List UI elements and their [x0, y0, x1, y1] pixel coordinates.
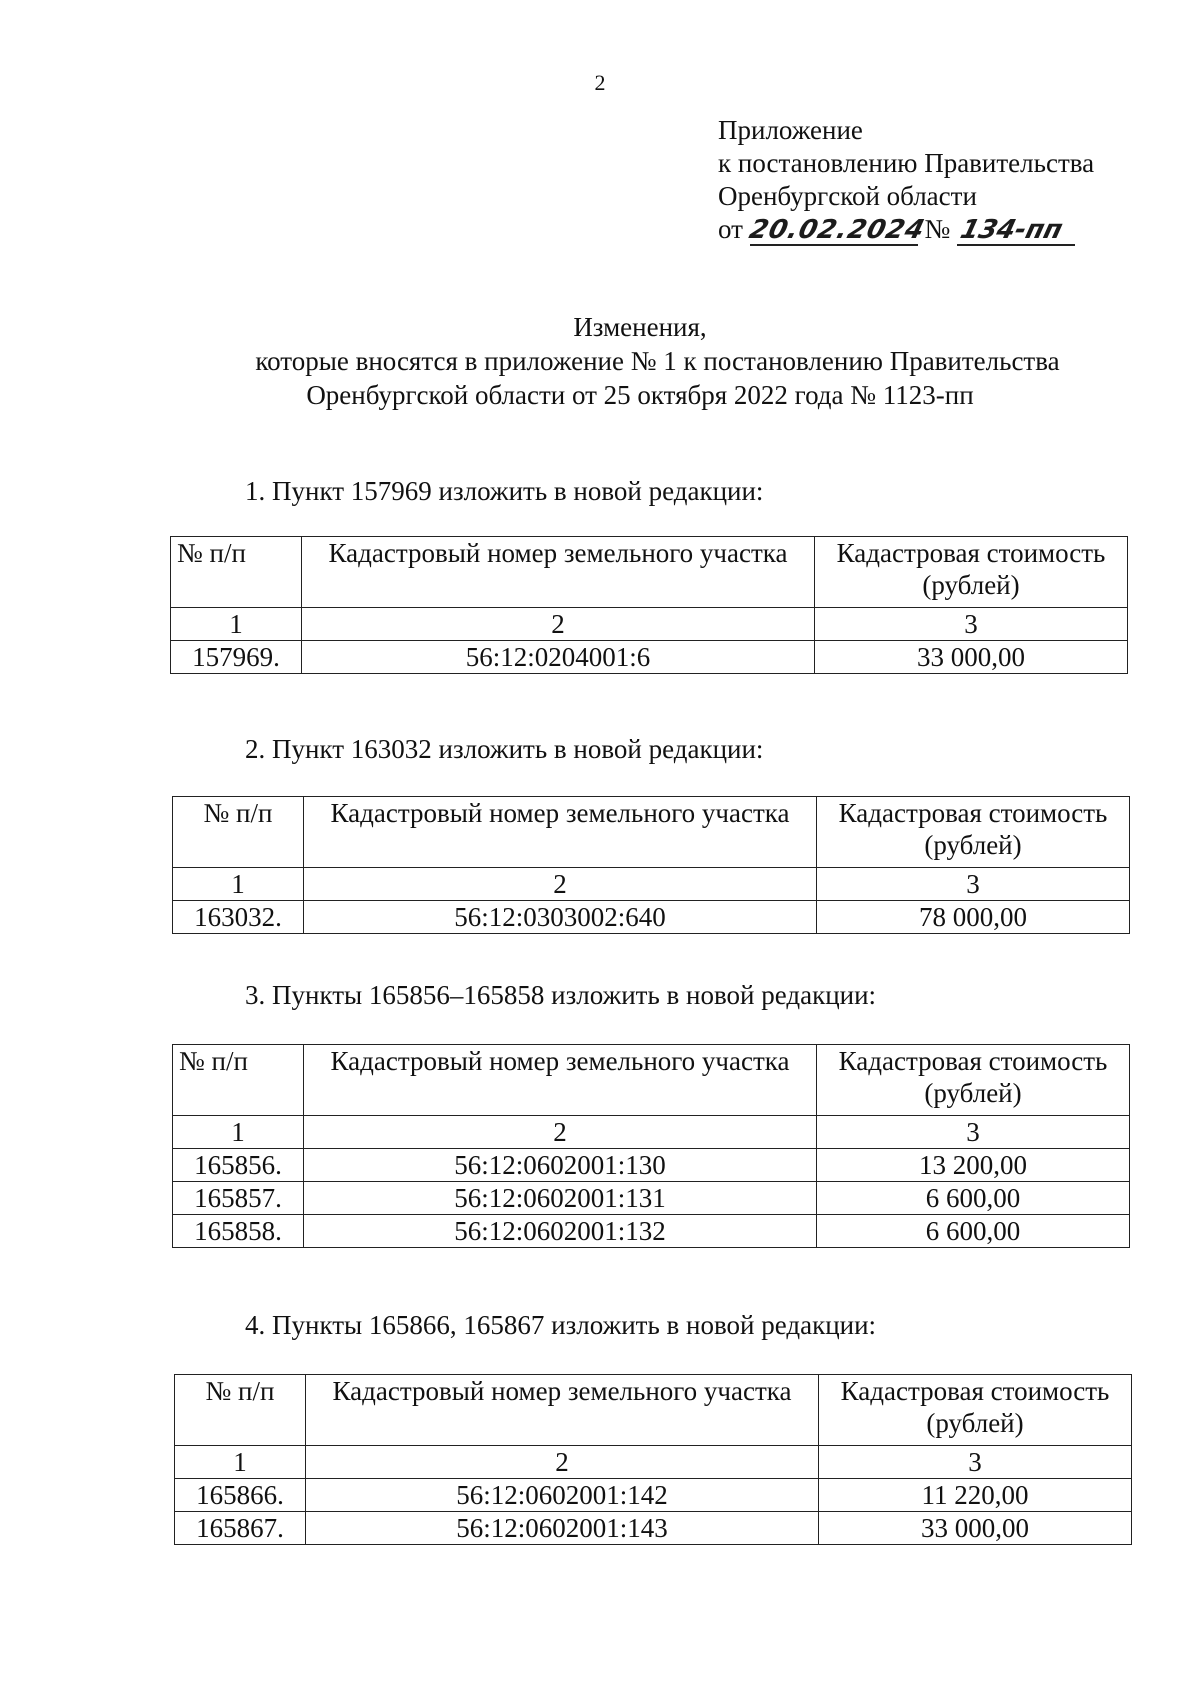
section-2-heading: 2. Пункт 163032 изложить в новой редакции:: [245, 734, 764, 764]
header-num: № п/п: [175, 1375, 306, 1446]
table-header-row: [171, 537, 1128, 608]
appendix-line-3: Оренбургской области: [718, 181, 977, 211]
handwritten-number: 134-пп: [957, 215, 1066, 245]
header-num: № п/п: [173, 797, 304, 868]
table-row: 165867. 56:12:0602001:143 33 000,00: [175, 1512, 1132, 1545]
appendix-block: [718, 114, 1094, 246]
table-row: 165858. 56:12:0602001:132 6 600,00: [173, 1215, 1130, 1248]
header-num: № п/п: [171, 537, 302, 608]
appendix-line-1: Приложение: [718, 115, 863, 145]
table-row: 165866. 56:12:0602001:142 11 220,00: [175, 1479, 1132, 1512]
date-prefix: от: [718, 214, 743, 244]
handwritten-date: 20.02.2024: [745, 215, 928, 245]
section-1-table: [170, 536, 1128, 674]
table-row: 165856. 56:12:0602001:130 13 200,00: [173, 1149, 1130, 1182]
header-value: Кадастровая стоимость (рублей): [817, 1045, 1130, 1116]
section-2-table: [172, 796, 1130, 934]
header-value: Кадастровая стоимость (рублей): [815, 537, 1128, 608]
section-3-table: [172, 1044, 1130, 1248]
table-index-row: 1 2 3: [173, 868, 1130, 901]
section-4-table: [174, 1374, 1132, 1545]
table-index-row: 1 2 3: [175, 1446, 1132, 1479]
header-value: Кадастровая стоимость (рублей): [819, 1375, 1132, 1446]
table-header-row: [175, 1375, 1132, 1446]
table-row: 157969. 56:12:0204001:6 33 000,00: [171, 641, 1128, 674]
header-cadastral: Кадастровый номер земельного участка: [302, 537, 815, 608]
table-index-row: 1 2 3: [171, 608, 1128, 641]
header-num: № п/п: [173, 1045, 304, 1116]
title-line-1: Изменения,: [573, 312, 707, 342]
number-field: [957, 215, 1075, 246]
document-title: [0, 310, 1200, 412]
section-3-heading: 3. Пункты 165856–165858 изложить в новой редакции:: [245, 980, 877, 1010]
table-row: 165857. 56:12:0602001:131 6 600,00: [173, 1182, 1130, 1215]
title-line-3: Оренбургской области от 25 октября 2022 года № 1123-пп: [306, 380, 974, 410]
header-value: Кадастровая стоимость (рублей): [817, 797, 1130, 868]
appendix-date-line: [718, 213, 1094, 246]
page-number: 2: [594, 70, 606, 95]
header-cadastral: Кадастровый номер земельного участка: [304, 797, 817, 868]
section-4-heading: 4. Пункты 165866, 165867 изложить в новой редакции:: [245, 1310, 877, 1340]
title-line-2: которые вносятся в приложение № 1 к постановлению Правительства: [255, 346, 1060, 376]
table-header-row: [173, 1045, 1130, 1116]
appendix-line-2: к постановлению Правительства: [718, 148, 1095, 178]
table-index-row: 1 2 3: [173, 1116, 1130, 1149]
header-cadastral: Кадастровый номер земельного участка: [306, 1375, 819, 1446]
number-prefix: №: [924, 214, 951, 244]
section-1-heading: 1. Пункт 157969 изложить в новой редакции:: [245, 476, 764, 506]
header-cadastral: Кадастровый номер земельного участка: [304, 1045, 817, 1116]
table-row: 163032. 56:12:0303002:640 78 000,00: [173, 901, 1130, 934]
date-field: [745, 215, 928, 246]
table-header-row: [173, 797, 1130, 868]
